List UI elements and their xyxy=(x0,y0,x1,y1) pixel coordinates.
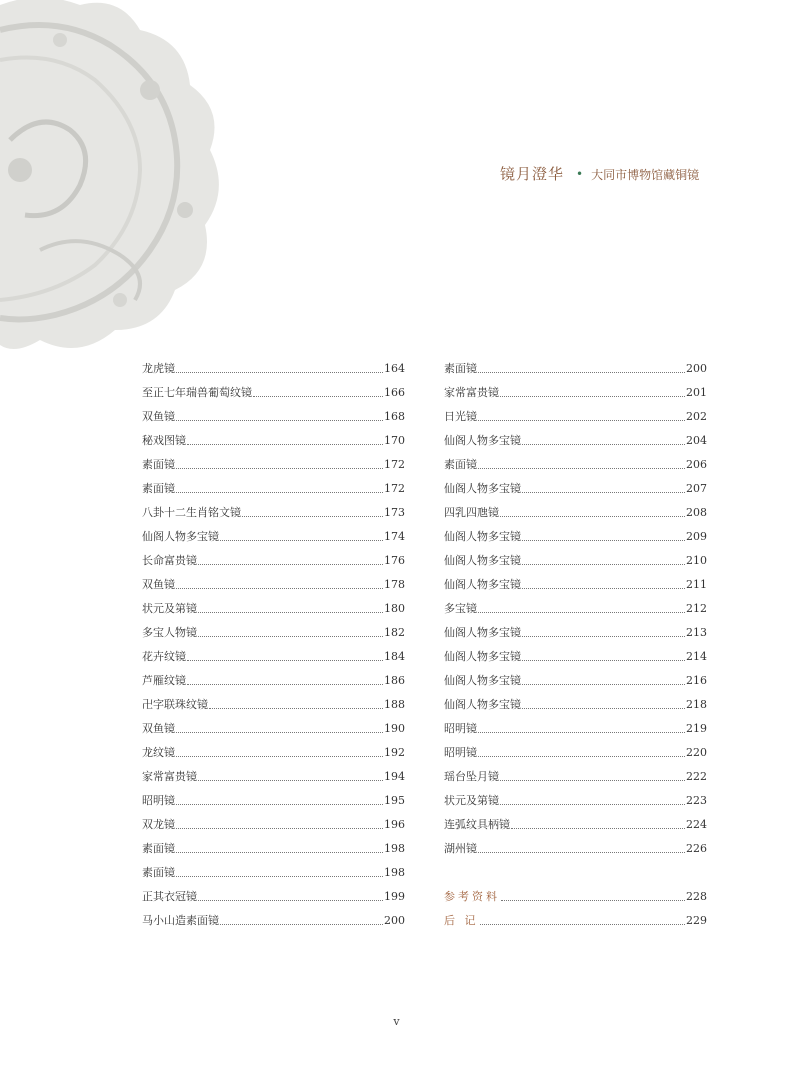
toc-entry[interactable] xyxy=(444,400,707,424)
toc-entry-title: 仙阁人物多宝镜 xyxy=(444,650,521,663)
toc-entry[interactable] xyxy=(142,736,405,760)
running-header xyxy=(500,163,760,183)
toc-entry[interactable] xyxy=(444,472,707,496)
toc-entry-page: 228 xyxy=(686,890,707,903)
toc-entry[interactable] xyxy=(142,688,405,712)
toc-entry[interactable] xyxy=(444,616,707,640)
toc-entry-title: 日光镜 xyxy=(444,410,477,423)
toc-entry-page: 204 xyxy=(686,434,707,447)
toc-entry-page: 178 xyxy=(384,578,405,591)
toc-entry-page: 188 xyxy=(384,698,405,711)
toc-entry-page: 173 xyxy=(384,506,405,519)
toc-entry-page: 223 xyxy=(686,794,707,807)
dot-leader xyxy=(198,612,383,613)
toc-entry-page: 220 xyxy=(686,746,707,759)
toc-entry[interactable] xyxy=(142,856,405,880)
toc-entry-title: 参考资料 xyxy=(444,890,500,903)
dot-leader xyxy=(176,828,383,829)
dot-leader xyxy=(522,492,685,493)
toc-entry-title: 双鱼镜 xyxy=(142,722,175,735)
toc-entry-page: 192 xyxy=(384,746,405,759)
toc-entry[interactable] xyxy=(444,832,707,856)
toc-entry[interactable] xyxy=(444,904,707,928)
toc-entry[interactable] xyxy=(142,832,405,856)
toc-entry-title: 秘戏图镜 xyxy=(142,434,186,447)
toc-entry-title: 芦雁纹镜 xyxy=(142,674,186,687)
toc-entry-title: 至正七年瑞兽葡萄纹镜 xyxy=(142,386,252,399)
toc-entry[interactable] xyxy=(444,448,707,472)
toc-entry[interactable] xyxy=(142,400,405,424)
toc-entry-page: 182 xyxy=(384,626,405,639)
toc-entry-page: 184 xyxy=(384,650,405,663)
toc-entry-page: 222 xyxy=(686,770,707,783)
dot-leader xyxy=(198,564,383,565)
toc-entry[interactable] xyxy=(142,544,405,568)
dot-leader xyxy=(522,684,685,685)
toc-entry-page: 172 xyxy=(384,482,405,495)
toc-entry-page: 174 xyxy=(384,530,405,543)
toc-entry-title: 八卦十二生肖铭文镜 xyxy=(142,506,241,519)
dot-leader xyxy=(176,468,383,469)
toc-entry-title: 仙阁人物多宝镜 xyxy=(142,530,219,543)
toc-entry-page: 226 xyxy=(686,842,707,855)
toc-entry-page: 196 xyxy=(384,818,405,831)
toc-entry-page: 176 xyxy=(384,554,405,567)
toc-entry-title: 花卉纹镜 xyxy=(142,650,186,663)
toc-entry[interactable] xyxy=(444,520,707,544)
toc-entry-page: 208 xyxy=(686,506,707,519)
toc-entry-title: 湖州镜 xyxy=(444,842,477,855)
toc-entry[interactable] xyxy=(444,424,707,448)
dot-leader xyxy=(478,732,685,733)
dot-leader xyxy=(522,636,685,637)
toc-entry[interactable] xyxy=(142,808,405,832)
dot-leader xyxy=(176,492,383,493)
toc-entry-title: 家常富贵镜 xyxy=(444,386,499,399)
toc-entry-page: 190 xyxy=(384,722,405,735)
toc-entry[interactable] xyxy=(444,712,707,736)
toc-entry-page: 216 xyxy=(686,674,707,687)
toc-entry[interactable] xyxy=(142,640,405,664)
toc-entry[interactable] xyxy=(142,424,405,448)
dot-leader xyxy=(198,636,383,637)
toc-entry[interactable] xyxy=(142,448,405,472)
toc-entry-title: 仙阁人物多宝镜 xyxy=(444,530,521,543)
toc-entry[interactable] xyxy=(444,760,707,784)
dot-leader xyxy=(220,540,383,541)
toc-entry-title: 昭明镜 xyxy=(444,746,477,759)
toc-entry[interactable] xyxy=(444,568,707,592)
toc-entry-title: 龙虎镜 xyxy=(142,362,175,375)
dot-leader xyxy=(478,756,685,757)
toc-entry-title: 状元及第镜 xyxy=(444,794,499,807)
dot-leader xyxy=(522,708,685,709)
toc-entry-page: 206 xyxy=(686,458,707,471)
toc-entry[interactable] xyxy=(444,592,707,616)
dot-leader xyxy=(209,708,383,709)
toc-entry-page: 170 xyxy=(384,434,405,447)
toc-entry[interactable] xyxy=(444,664,707,688)
toc-entry-page: 198 xyxy=(384,866,405,879)
dot-leader xyxy=(176,588,383,589)
header-bullet: • xyxy=(576,167,584,181)
toc-entry-page: 168 xyxy=(384,410,405,423)
dot-leader xyxy=(176,732,383,733)
toc-entry-page: 219 xyxy=(686,722,707,735)
dot-leader xyxy=(511,828,685,829)
toc-entry[interactable] xyxy=(142,472,405,496)
toc-entry[interactable] xyxy=(142,376,405,400)
toc-entry-title: 昭明镜 xyxy=(444,722,477,735)
toc-entry[interactable] xyxy=(142,784,405,808)
toc-appendix xyxy=(444,880,707,928)
toc-entry[interactable] xyxy=(142,568,405,592)
dot-leader xyxy=(478,372,685,373)
book-title: 镜月澄华 xyxy=(500,165,565,183)
toc-entry-title: 长命富贵镜 xyxy=(142,554,197,567)
bronze-mirror-illustration xyxy=(0,0,230,350)
toc-entry[interactable] xyxy=(142,712,405,736)
toc-entry-page: 164 xyxy=(384,362,405,375)
toc-entry-title: 后 记 xyxy=(444,914,479,927)
toc-entry[interactable] xyxy=(142,880,405,904)
toc-entry[interactable] xyxy=(142,496,405,520)
dot-leader xyxy=(478,420,685,421)
toc-entry[interactable] xyxy=(142,616,405,640)
toc-entry[interactable] xyxy=(142,664,405,688)
toc-entry[interactable] xyxy=(142,592,405,616)
toc-entry-page: 194 xyxy=(384,770,405,783)
dot-leader xyxy=(500,516,685,517)
dot-leader xyxy=(478,468,685,469)
toc-entry[interactable] xyxy=(444,352,707,376)
toc-entry-title: 仙阁人物多宝镜 xyxy=(444,626,521,639)
toc-entry-title: 连弧纹具柄镜 xyxy=(444,818,510,831)
toc-entry-title: 家常富贵镜 xyxy=(142,770,197,783)
dot-leader xyxy=(176,420,383,421)
toc-entry[interactable] xyxy=(444,784,707,808)
dot-leader xyxy=(176,852,383,853)
toc-entry-page: 180 xyxy=(384,602,405,615)
toc-entry-page: 214 xyxy=(686,650,707,663)
toc-entry-page: 211 xyxy=(686,578,707,591)
toc-entry-title: 仙阁人物多宝镜 xyxy=(444,698,521,711)
toc-entry-page: 201 xyxy=(686,386,707,399)
toc-entry-page: 212 xyxy=(686,602,707,615)
toc-entry-page: 198 xyxy=(384,842,405,855)
toc-entry-page: 186 xyxy=(384,674,405,687)
toc-entry[interactable] xyxy=(444,880,707,904)
toc-entry-title: 四乳四虺镜 xyxy=(444,506,499,519)
toc-entry-page: 202 xyxy=(686,410,707,423)
dot-leader xyxy=(242,516,383,517)
toc-entry-title: 状元及第镜 xyxy=(142,602,197,615)
toc-entry[interactable] xyxy=(142,760,405,784)
toc-right-column xyxy=(444,352,707,856)
dot-leader xyxy=(522,588,685,589)
book-subtitle: 大同市博物馆藏铜镜 xyxy=(591,168,700,182)
toc-entry-title: 仙阁人物多宝镜 xyxy=(444,674,521,687)
toc-entry-title: 双鱼镜 xyxy=(142,410,175,423)
dot-leader xyxy=(198,780,383,781)
toc-entry-page: 172 xyxy=(384,458,405,471)
dot-leader xyxy=(253,396,383,397)
toc-entry-page: 218 xyxy=(686,698,707,711)
toc-entry-title: 昭明镜 xyxy=(142,794,175,807)
toc-entry-page: 200 xyxy=(686,362,707,375)
toc-entry[interactable] xyxy=(142,352,405,376)
toc-entry-title: 双龙镜 xyxy=(142,818,175,831)
toc-entry-title: 素面镜 xyxy=(444,362,477,375)
toc-entry-title: 双鱼镜 xyxy=(142,578,175,591)
dot-leader xyxy=(176,876,383,877)
dot-leader xyxy=(500,780,685,781)
toc-entry-title: 素面镜 xyxy=(142,482,175,495)
toc-entry[interactable] xyxy=(142,904,405,928)
toc-left-column xyxy=(142,352,405,928)
toc-entry-title: 龙纹镜 xyxy=(142,746,175,759)
toc-entry[interactable] xyxy=(444,544,707,568)
dot-leader xyxy=(187,660,383,661)
toc-entry-page: 195 xyxy=(384,794,405,807)
toc-entry[interactable] xyxy=(444,808,707,832)
toc-entry-title: 多宝人物镜 xyxy=(142,626,197,639)
toc-entry-title: 仙阁人物多宝镜 xyxy=(444,482,521,495)
dot-leader xyxy=(501,900,685,901)
toc-entry[interactable] xyxy=(444,376,707,400)
toc-entry[interactable] xyxy=(444,688,707,712)
dot-leader xyxy=(522,540,685,541)
toc-entry-title: 瑶台坠月镜 xyxy=(444,770,499,783)
toc-entry-title: 素面镜 xyxy=(444,458,477,471)
toc-entry-page: 209 xyxy=(686,530,707,543)
dot-leader xyxy=(176,804,383,805)
toc-entry-title: 素面镜 xyxy=(142,458,175,471)
dot-leader xyxy=(522,444,685,445)
dot-leader xyxy=(478,612,685,613)
dot-leader xyxy=(187,444,383,445)
dot-leader xyxy=(176,372,383,373)
dot-leader xyxy=(220,924,383,925)
toc-entry-title: 马小山造素面镜 xyxy=(142,914,219,927)
toc-entry-title: 多宝镜 xyxy=(444,602,477,615)
dot-leader xyxy=(478,852,685,853)
toc-entry[interactable] xyxy=(444,736,707,760)
toc-entry-title: 素面镜 xyxy=(142,842,175,855)
toc-entry[interactable] xyxy=(142,520,405,544)
dot-leader xyxy=(480,924,686,925)
toc-entry-page: 200 xyxy=(384,914,405,927)
dot-leader xyxy=(522,564,685,565)
toc-entry-title: 仙阁人物多宝镜 xyxy=(444,578,521,591)
toc-entry-page: 207 xyxy=(686,482,707,495)
toc-entry-page: 224 xyxy=(686,818,707,831)
toc-entry-page: 213 xyxy=(686,626,707,639)
toc-entry-title: 卍字联珠纹镜 xyxy=(142,698,208,711)
page-number: v xyxy=(393,1015,400,1028)
toc-entry-page: 199 xyxy=(384,890,405,903)
dot-leader xyxy=(500,804,685,805)
toc-entry-title: 素面镜 xyxy=(142,866,175,879)
toc-entry-page: 210 xyxy=(686,554,707,567)
dot-leader xyxy=(522,660,685,661)
toc-entry-title: 正其衣冠镜 xyxy=(142,890,197,903)
toc-entry-page: 229 xyxy=(686,914,707,927)
toc-entry-title: 仙阁人物多宝镜 xyxy=(444,554,521,567)
dot-leader xyxy=(198,900,383,901)
toc-entry-page: 166 xyxy=(384,386,405,399)
toc-entry-title: 仙阁人物多宝镜 xyxy=(444,434,521,447)
dot-leader xyxy=(500,396,685,397)
toc-entry[interactable] xyxy=(444,640,707,664)
dot-leader xyxy=(176,756,383,757)
toc-entry[interactable] xyxy=(444,496,707,520)
dot-leader xyxy=(187,684,383,685)
